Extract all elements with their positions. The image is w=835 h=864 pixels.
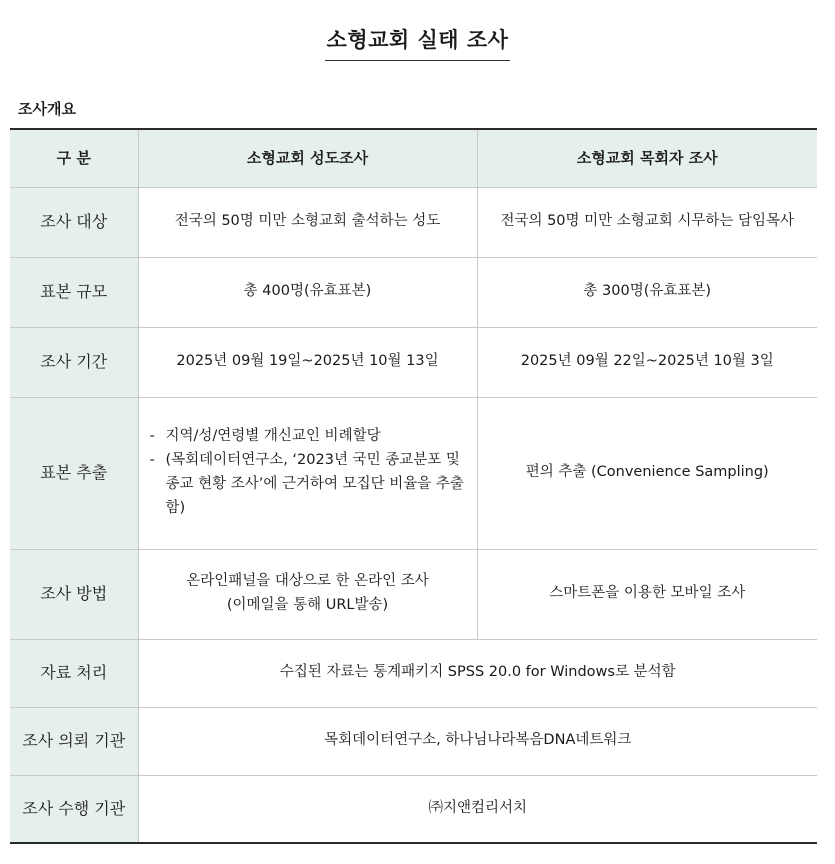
header-col2: 소형교회 목회자 조사: [477, 129, 817, 187]
table-row-method: [10, 549, 817, 639]
section-heading: 조사개요: [18, 100, 76, 118]
survey-overview-table: [10, 128, 817, 844]
document-title-wrap: [0, 24, 835, 61]
list-item: - 지역/성/연령별 개신교인 비례할당: [148, 425, 468, 449]
cell-client: 목회데이터연구소, 하나님나라복음DNA네트워크: [138, 707, 817, 775]
cell-sample-col1: 총 400명(유효표본): [138, 257, 477, 327]
row-label: 조사 의뢰 기관: [10, 707, 138, 775]
row-label: 조사 기간: [10, 327, 138, 397]
cell-target-col1: 전국의 50명 미만 소형교회 출석하는 성도: [138, 187, 477, 257]
table-row-target: [10, 187, 817, 257]
header-col1: 소형교회 성도조사: [138, 129, 477, 187]
table-row-processing: [10, 639, 817, 707]
row-label: 자료 처리: [10, 639, 138, 707]
method-line-1: 온라인패널을 대상으로 한 온라인 조사: [186, 573, 429, 590]
table-row-period: [10, 327, 817, 397]
table-row-client: [10, 707, 817, 775]
cell-sampling-col1: [138, 397, 477, 549]
table-row-sampling: [10, 397, 817, 549]
cell-method-col2: 스마트폰을 이용한 모바일 조사: [477, 549, 817, 639]
row-label: 조사 수행 기관: [10, 775, 138, 843]
table-header-row: [10, 129, 817, 187]
cell-method-col1: [138, 549, 477, 639]
row-label: 표본 추출: [10, 397, 138, 549]
document-title: 소형교회 실태 조사: [325, 24, 511, 61]
header-category: 구 분: [10, 129, 138, 187]
row-label: 표본 규모: [10, 257, 138, 327]
cell-sampling-col2: 편의 추출 (Convenience Sampling): [477, 397, 817, 549]
cell-processing: 수집된 자료는 통계패키지 SPSS 20.0 for Windows로 분석함: [138, 639, 817, 707]
row-label: 조사 대상: [10, 187, 138, 257]
cell-period-col2: 2025년 09월 22일~2025년 10월 3일: [477, 327, 817, 397]
table-row-sample-size: [10, 257, 817, 327]
cell-period-col1: 2025년 09월 19일~2025년 10월 13일: [138, 327, 477, 397]
cell-agency: ㈜지앤컴리서치: [138, 775, 817, 843]
sampling-list: [148, 425, 468, 521]
cell-target-col2: 전국의 50명 미만 소형교회 시무하는 담임목사: [477, 187, 817, 257]
row-label: 조사 방법: [10, 549, 138, 639]
method-line-2: (이메일을 통해 URL발송): [226, 597, 389, 613]
cell-sample-col2: 총 300명(유효표본): [477, 257, 817, 327]
table-row-agency: [10, 775, 817, 843]
list-item: - (목회데이터연구소, ‘2023년 국민 종교분포 및 종교 현황 조사’에 근거하여 모집단 비율을 추출함): [148, 449, 468, 521]
